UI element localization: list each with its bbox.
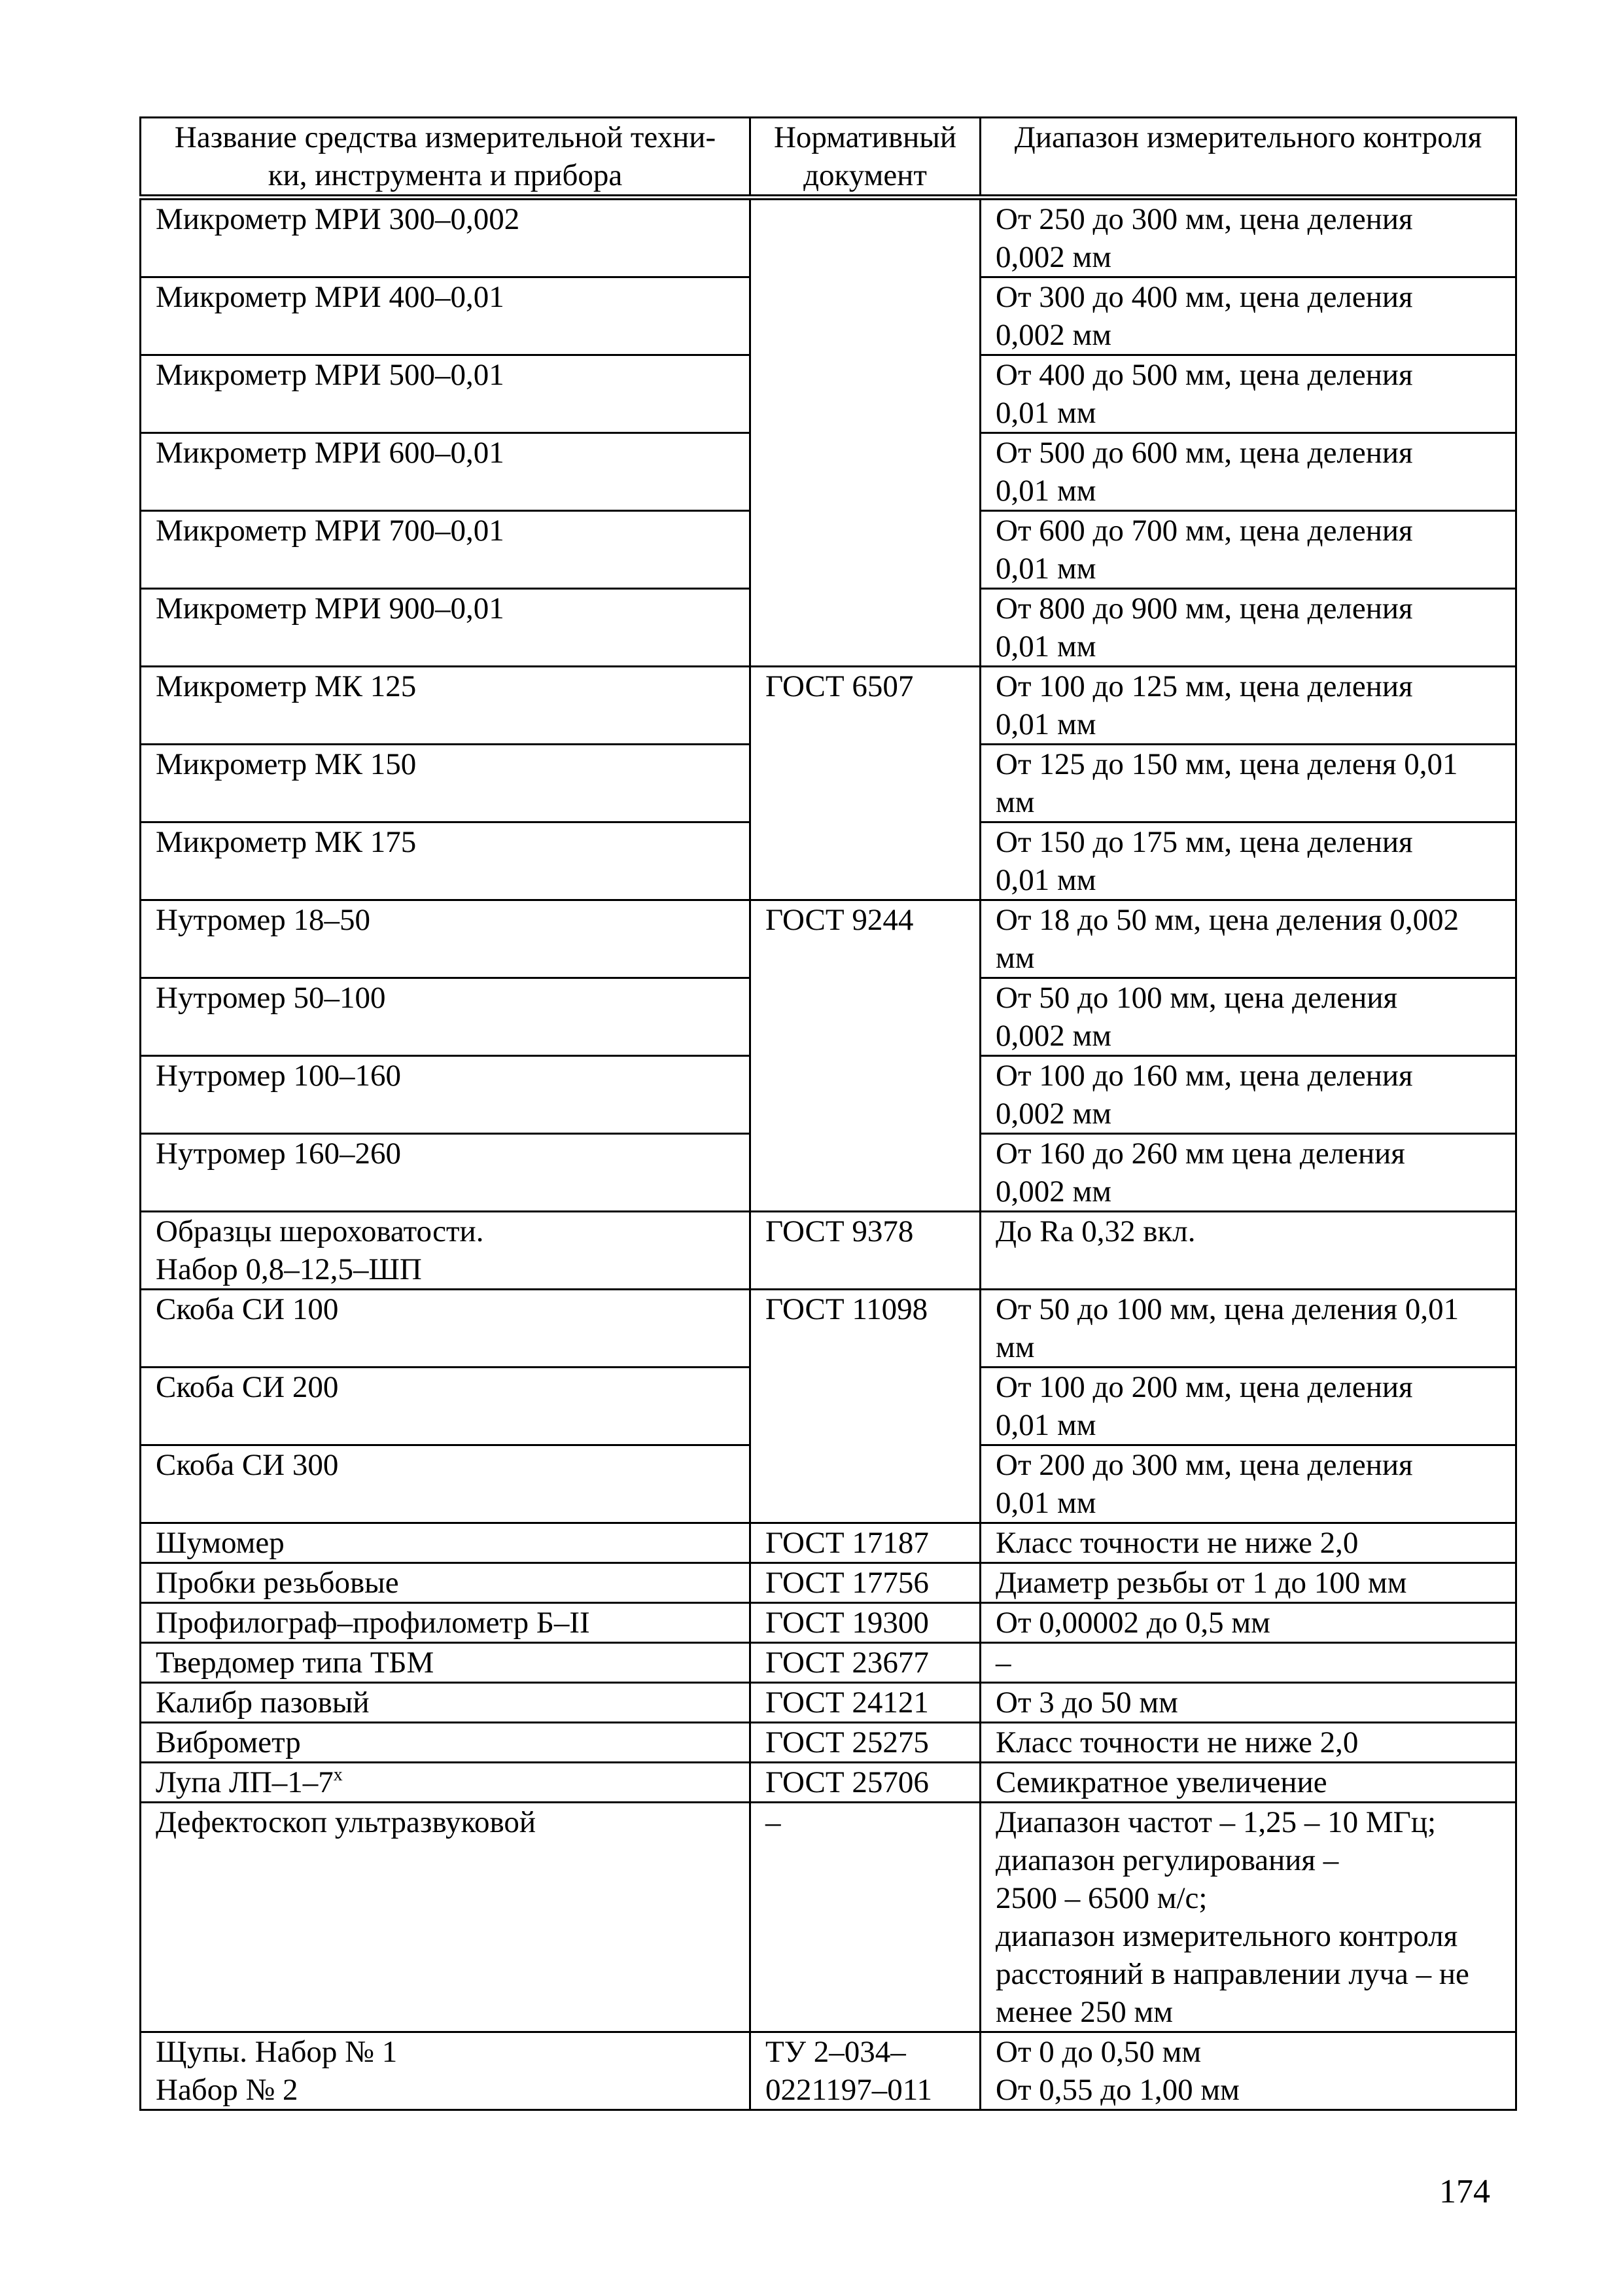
cell-range: От 200 до 300 мм, цена деления 0,01 мм: [981, 1445, 1516, 1523]
cell-range: От 800 до 900 мм, цена деления 0,01 мм: [981, 589, 1516, 667]
table-row: [141, 1212, 1516, 1290]
cell-name: Микрометр МРИ 900–0,01: [141, 589, 750, 667]
table-row: [141, 1643, 1516, 1683]
cell-name: Нутромер 18–50: [141, 900, 750, 978]
cell-range: Класс точности не ниже 2,0: [981, 1523, 1516, 1563]
table-row: [141, 1683, 1516, 1723]
cell-name: Шумомер: [141, 1523, 750, 1563]
header-name: Название средства измерительной техни- ки, инструмента и прибора: [141, 118, 750, 198]
cell-name-text: Лупа ЛП–1–7: [156, 1765, 334, 1799]
instruments-table: [139, 116, 1517, 2111]
header-range: Диапазон измерительного контроля: [981, 118, 1516, 198]
table-row: [141, 198, 1516, 277]
cell-name: Щупы. Набор № 1 Набор № 2: [141, 2032, 750, 2110]
cell-name: Нутромер 100–160: [141, 1056, 750, 1134]
cell-document: ТУ 2–034– 0221197–011: [750, 2032, 981, 2110]
cell-name: Микрометр МК 175: [141, 822, 750, 900]
cell-range: Класс точности не ниже 2,0: [981, 1723, 1516, 1763]
cell-name: Профилограф–профилометр Б–II: [141, 1603, 750, 1643]
cell-document: ГОСТ 24121: [750, 1683, 981, 1723]
cell-document: ГОСТ 23677: [750, 1643, 981, 1683]
cell-range: От 50 до 100 мм, цена деления 0,01 мм: [981, 1290, 1516, 1368]
cell-range: От 50 до 100 мм, цена деления 0,002 мм: [981, 978, 1516, 1056]
page-number: 174: [1439, 2173, 1490, 2210]
cell-document: ГОСТ 17187: [750, 1523, 981, 1563]
cell-range: От 400 до 500 мм, цена деления 0,01 мм: [981, 355, 1516, 433]
cell-range: От 100 до 200 мм, цена деления 0,01 мм: [981, 1368, 1516, 1445]
table-header-row: [141, 118, 1516, 198]
cell-range: От 600 до 700 мм, цена деления 0,01 мм: [981, 511, 1516, 589]
table-row: [141, 667, 1516, 745]
cell-range: От 0 до 0,50 мм От 0,55 до 1,00 мм: [981, 2032, 1516, 2110]
cell-name: Нутромер 50–100: [141, 978, 750, 1056]
cell-name-superscript: х: [333, 1765, 343, 1785]
cell-name: Микрометр МРИ 300–0,002: [141, 198, 750, 277]
cell-range: От 3 до 50 мм: [981, 1683, 1516, 1723]
cell-name: Дефектоскоп ультразвуковой: [141, 1803, 750, 2032]
cell-name: Скоба СИ 100: [141, 1290, 750, 1368]
cell-document: ГОСТ 19300: [750, 1603, 981, 1643]
cell-name: Микрометр МРИ 600–0,01: [141, 433, 750, 511]
cell-document: ГОСТ 6507: [750, 667, 981, 900]
cell-document: ГОСТ 17756: [750, 1563, 981, 1603]
cell-name: Микрометр МК 150: [141, 745, 750, 822]
cell-document: [750, 198, 981, 667]
cell-range: От 250 до 300 мм, цена деления 0,002 мм: [981, 198, 1516, 277]
cell-document: ГОСТ 9378: [750, 1212, 981, 1290]
cell-name: Скоба СИ 200: [141, 1368, 750, 1445]
cell-document: ГОСТ 25275: [750, 1723, 981, 1763]
cell-document: ГОСТ 25706: [750, 1763, 981, 1803]
cell-name: Калибр пазовый: [141, 1683, 750, 1723]
cell-range: От 160 до 260 мм цена деления 0,002 мм: [981, 1134, 1516, 1212]
cell-range: От 150 до 175 мм, цена деления 0,01 мм: [981, 822, 1516, 900]
cell-document: –: [750, 1803, 981, 2032]
table-row: [141, 900, 1516, 978]
cell-name: [141, 1763, 750, 1803]
header-document: Нормативный документ: [750, 118, 981, 198]
table-row: [141, 2032, 1516, 2110]
cell-range: От 300 до 400 мм, цена деления 0,002 мм: [981, 277, 1516, 355]
cell-range: Семикратное увеличение: [981, 1763, 1516, 1803]
cell-range: От 500 до 600 мм, цена деления 0,01 мм: [981, 433, 1516, 511]
cell-name: Пробки резьбовые: [141, 1563, 750, 1603]
table-row: [141, 1523, 1516, 1563]
cell-document: ГОСТ 9244: [750, 900, 981, 1212]
cell-range: От 125 до 150 мм, цена деленя 0,01 мм: [981, 745, 1516, 822]
cell-range: От 100 до 160 мм, цена деления 0,002 мм: [981, 1056, 1516, 1134]
cell-name: Виброметр: [141, 1723, 750, 1763]
cell-range: –: [981, 1643, 1516, 1683]
cell-name: Микрометр МРИ 700–0,01: [141, 511, 750, 589]
table-row: [141, 1563, 1516, 1603]
cell-range: Диаметр резьбы от 1 до 100 мм: [981, 1563, 1516, 1603]
table-row: [141, 1763, 1516, 1803]
cell-name: Микрометр МК 125: [141, 667, 750, 745]
cell-name: Микрометр МРИ 400–0,01: [141, 277, 750, 355]
cell-range: До Ra 0,32 вкл.: [981, 1212, 1516, 1290]
cell-range: От 18 до 50 мм, цена деления 0,002 мм: [981, 900, 1516, 978]
cell-name: Скоба СИ 300: [141, 1445, 750, 1523]
cell-name: Нутромер 160–260: [141, 1134, 750, 1212]
cell-range: От 0,00002 до 0,5 мм: [981, 1603, 1516, 1643]
cell-name: Микрометр МРИ 500–0,01: [141, 355, 750, 433]
cell-name: Образцы шероховатости. Набор 0,8–12,5–ШП: [141, 1212, 750, 1290]
table-row: [141, 1290, 1516, 1368]
table-row: [141, 1723, 1516, 1763]
cell-range: От 100 до 125 мм, цена деления 0,01 мм: [981, 667, 1516, 745]
cell-document: ГОСТ 11098: [750, 1290, 981, 1523]
table-row: [141, 1803, 1516, 2032]
table-row: [141, 1603, 1516, 1643]
cell-range: Диапазон частот – 1,25 – 10 МГц; диапазон регулирования – 2500 – 6500 м/с; диапазон измерительного контроля расстояний в направлении луча – не менее 250 мм: [981, 1803, 1516, 2032]
cell-name: Твердомер типа ТБМ: [141, 1643, 750, 1683]
